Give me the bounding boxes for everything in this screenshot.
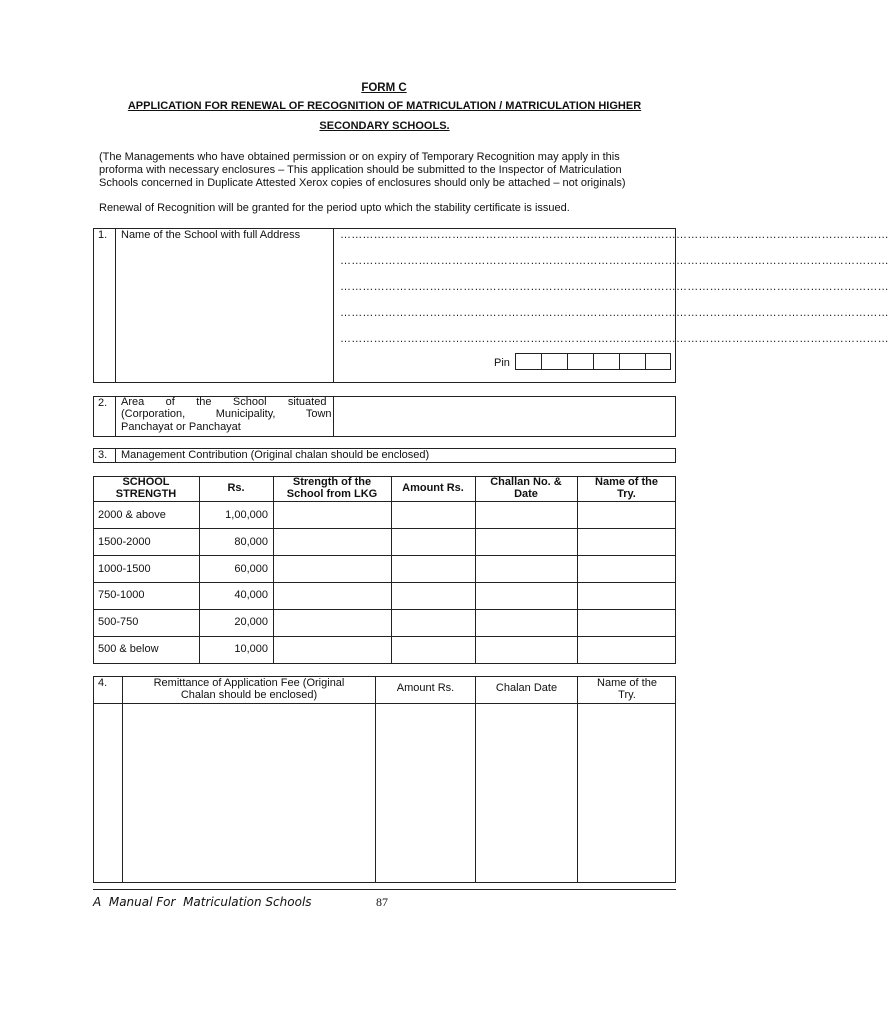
section4-amount-label: Amount Rs. [396, 682, 455, 694]
section2-label-1: Area of the School situated [121, 396, 327, 408]
address-line-1[interactable]: ………………………………………………………………………………………………………………………………… [340, 229, 889, 241]
page-number: 87 [376, 895, 388, 909]
row-strength: 1500-2000 [98, 536, 151, 548]
row-strength: 1000-1500 [98, 563, 151, 575]
address-line-4[interactable]: ………………………………………………………………………………………………………………………………… [340, 307, 889, 319]
row-strength: 500 & below [98, 643, 159, 655]
row-rs: 80,000 [234, 536, 268, 548]
section4-try-label: Name of the Try. [597, 677, 657, 701]
section4-number: 4. [98, 677, 108, 689]
address-line-5[interactable]: ………………………………………………………………………………………………………………………………… [340, 333, 889, 345]
footer-manual-title: A Manual For Matriculation Schools [93, 895, 312, 909]
row-strength: 2000 & above [98, 509, 166, 521]
row-rs: 10,000 [234, 643, 268, 655]
row-rs: 20,000 [234, 616, 268, 628]
section4-chalan-date-label: Chalan Date [495, 682, 558, 694]
section2-label-2: (Corporation, Municipality, Town [121, 408, 332, 420]
address-line-2[interactable]: ………………………………………………………………………………………………………………………………… [340, 255, 889, 267]
address-line-3[interactable]: ………………………………………………………………………………………………………………………………… [340, 281, 889, 293]
intro-line-3: Schools concerned in Duplicate Attested Xerox copies of enclosures should only be attached – not originals) [99, 177, 626, 189]
form-title-line1: APPLICATION FOR RENEWAL OF RECOGNITION OF MATRICULATION / MATRICULATION HIGHER [127, 100, 642, 112]
th-chalan: Challan No. & Date [490, 476, 562, 500]
form-id: FORM C [361, 82, 407, 94]
area-input[interactable] [334, 397, 675, 436]
section3-label: Management Contribution (Original chalan should be enclosed) [121, 449, 430, 461]
th-strength: SCHOOL STRENGTH [115, 476, 177, 500]
row-strength: 500-750 [98, 616, 139, 628]
row-rs: 40,000 [234, 589, 268, 601]
pin-label: Pin [494, 357, 510, 369]
row-strength: 750-1000 [98, 589, 145, 601]
th-try: Name of the Try. [595, 476, 658, 500]
section3-number: 3. [98, 449, 108, 461]
intro-line-1: (The Managements who have obtained permission or on expiry of Temporary Recognition may apply in this [99, 151, 620, 163]
th-rs: Rs. [227, 482, 245, 494]
section1-label: Name of the School with full Address [121, 229, 301, 241]
section4-remit-label: Remittance of Application Fee (Original Chalan should be enclosed) [153, 677, 345, 701]
form-title-line2: SECONDARY SCHOOLS. [319, 120, 450, 132]
intro-note: Renewal of Recognition will be granted for the period upto which the stability certificate is issued. [99, 202, 570, 214]
row-rs: 1,00,000 [225, 509, 268, 521]
intro-line-2: proforma with necessary enclosures – This application should be submitted to the Inspector of Matriculation [99, 164, 622, 176]
th-amount: Amount Rs. [402, 482, 464, 494]
section4-box [93, 676, 676, 883]
section1-number: 1. [98, 229, 108, 241]
row-rs: 60,000 [234, 563, 268, 575]
footer-rule [93, 889, 676, 890]
th-lkg: Strength of the School from LKG [286, 476, 378, 500]
section2-number: 2. [98, 397, 108, 409]
section2-label-3: Panchayat or Panchayat [121, 421, 241, 433]
